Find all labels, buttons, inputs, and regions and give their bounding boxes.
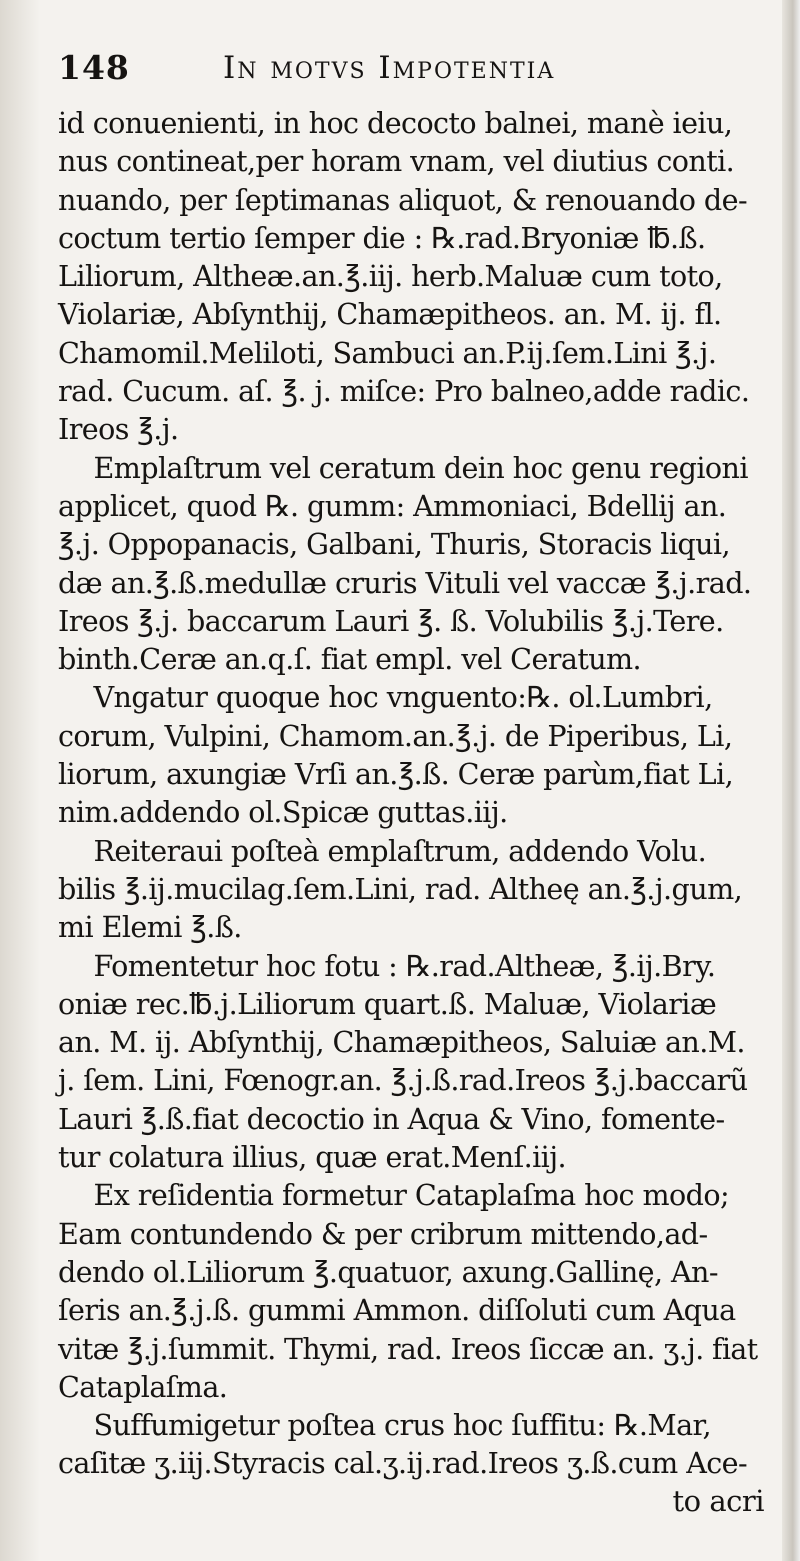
gutter-shadow — [0, 0, 40, 1561]
text-line: applicet, quod ℞. gumm: Ammoniaci, Bdellij an. — [58, 488, 727, 523]
text-line: Vngatur quoque hoc vnguento:℞. ol.Lumbri, — [93, 680, 713, 715]
text-line: Lauri ℥.ß.fiat decoctio in Aqua & Vino, fomente- — [58, 1101, 725, 1136]
text-line: dæ an.℥.ß.medullæ cruris Vituli vel vaccæ ℥.j.rad. — [58, 565, 752, 600]
text-line: Ireos ℥.j. baccarum Lauri ℥. ß. Volubilis ℥.j.Tere. — [58, 603, 724, 638]
text-line: Chamomil.Meliloti, Sambuci an.P.ij.ſem.Lini ℥.j. — [58, 335, 717, 370]
text-line: tur colatura illius, quæ erat.Menſ.iij. — [58, 1140, 566, 1175]
page-header — [58, 48, 758, 98]
text-line: vitæ ℥.j.ſummit. Thymi, rad. Ireos ſiccæ an. ʒ.j. fiat — [58, 1331, 758, 1366]
text-line: mi Elemi ℥.ß. — [58, 910, 242, 945]
page-edge — [782, 0, 800, 1561]
text-line: caſitæ ʒ.iij.Styracis cal.ʒ.ij.rad.Ireos ʒ.ß.cum Ace- — [58, 1446, 748, 1481]
text-line: Reiteraui poſteà emplaſtrum, addendo Volu. — [93, 833, 707, 868]
body-text — [58, 104, 768, 1483]
text-line: rad. Cucum. aſ. ℥. j. miſce: Pro balneo,adde radic. — [58, 374, 750, 409]
text-line: Liliorum, Altheæ.an.℥.iij. herb.Maluæ cum toto, — [58, 259, 723, 294]
text-line: nus contineat,per horam vnam, vel diutius conti. — [58, 144, 735, 179]
text-line: nim.addendo ol.Spicæ guttas.iij. — [58, 795, 508, 830]
running-title: In motvs Impotentia — [223, 50, 556, 86]
text-line: dendo ol.Liliorum ℥.quatuor, axung.Gallinę, An- — [58, 1254, 718, 1289]
text-line: id conuenienti, in hoc decocto balnei, manè ieiu, — [58, 106, 733, 140]
text-line: coctum tertio ſemper die : ℞.rad.Bryoniæ ℔.ß. — [58, 220, 706, 255]
text-line: Ireos ℥.j. — [58, 412, 179, 447]
text-line: oniæ rec.℔.j.Liliorum quart.ß. Maluæ, Violariæ — [58, 986, 717, 1021]
catchword: to acri — [672, 1484, 764, 1518]
text-line: nuando, per ſeptimanas aliquot, & renouando de- — [58, 182, 748, 217]
text-line: Violariæ, Abſynthij, Chamæpitheos. an. M. ij. fl. — [58, 297, 722, 332]
text-line: j. ſem. Lini, Fœnogr.an. ℥.j.ß.rad.Ireos ℥.j.baccarũ — [58, 1063, 748, 1098]
text-line: Ex reſidentia formetur Cataplaſma hoc modo; — [93, 1178, 729, 1213]
text-line: binth.Ceræ an.q.ſ. fiat empl. vel Ceratum. — [58, 642, 642, 677]
text-line: corum, Vulpini, Chamom.an.℥.j. de Piperibus, Li, — [58, 718, 733, 753]
text-line: Eam contundendo & per cribrum mittendo,ad- — [58, 1216, 708, 1251]
text-line: bilis ℥.ij.mucilag.ſem.Lini, rad. Altheę an.℥.j.gum, — [58, 871, 743, 906]
text-line: Emplaſtrum vel ceratum dein hoc genu regioni — [93, 450, 748, 485]
page-number: 148 — [58, 48, 130, 87]
text-line: Cataplaſma. — [58, 1369, 228, 1404]
text-line: an. M. ij. Abſynthij, Chamæpitheos, Saluiæ an.M. — [58, 1025, 745, 1060]
text-line: Fomentetur hoc fotu : ℞.rad.Altheæ, ℥.ij.Bry. — [93, 948, 716, 983]
text-line: Suffumigetur poſtea crus hoc ſuffitu: ℞.Mar, — [93, 1408, 711, 1443]
text-line: liorum, axungiæ Vrſi an.℥.ß. Ceræ parùm,fiat Li, — [58, 757, 734, 792]
text-line: ſeris an.℥.j.ß. gummi Ammon. diſſoluti cum Aqua — [58, 1293, 736, 1328]
text-line: ℥.j. Oppopanacis, Galbani, Thuris, Storacis liqui, — [58, 527, 730, 562]
